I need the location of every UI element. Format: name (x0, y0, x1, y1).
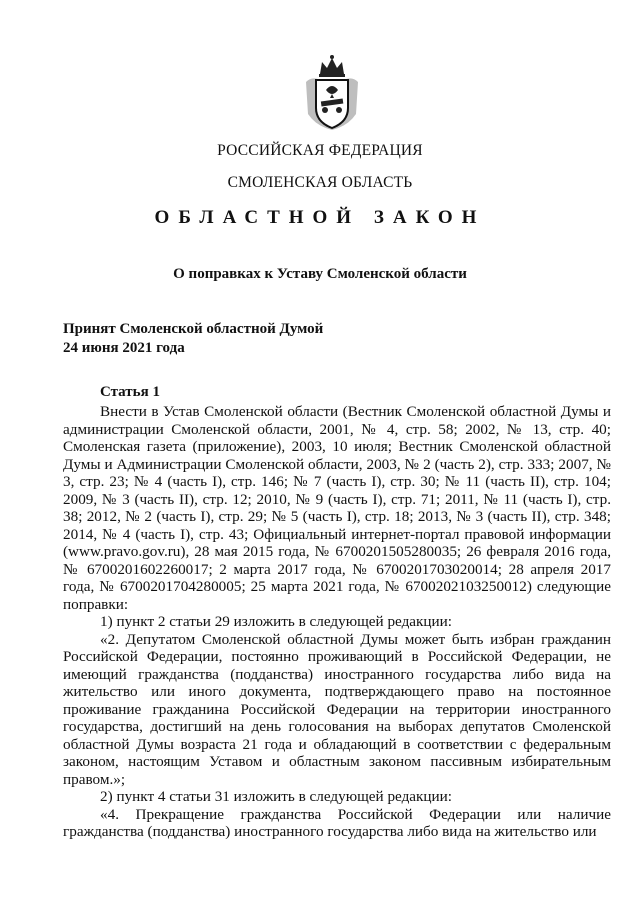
adoption-body: Принят Смоленской областной Думой (63, 321, 324, 337)
region-heading: СМОЛЕНСКАЯ ОБЛАСТЬ (227, 174, 413, 191)
article-body (63, 403, 611, 841)
country-heading: РОССИЙСКАЯ ФЕДЕРАЦИЯ (217, 142, 423, 159)
article-paragraph: «4. Прекращение гражданства Российской Федерации или наличие гражданства (подданства) иностранного государства либо вида на жительство или (63, 805, 611, 840)
article-paragraph: «2. Депутатом Смоленской областной Думы может быть избран гражданин Российской Федерации, постоянно проживающий в Российской Федерации, не имеющий гражданства (подданства) иностранного государства либо вида на жительство или иного документа, подтверждающего право на постоянное проживание гражданина Российской Федерации на территории иностранного государства, достигший на день голосования на выборах депутатов Смоленской областной Думы возраста 21 года и обладающий в соответствии с федеральным законом, настоящим Уставом и областным законом пассивным избирательным правом.»; (63, 630, 611, 788)
article-title: Статья 1 (100, 384, 160, 400)
article-paragraph: 1) пункт 2 статьи 29 изложить в следующей редакции: (100, 613, 453, 630)
coat-of-arms-icon (298, 52, 366, 134)
article-paragraph: 2) пункт 4 статьи 31 изложить в следующей редакции: (100, 788, 453, 805)
law-subject: О поправках к Уставу Смоленской области (173, 266, 467, 282)
document-title: ОБЛАСТНОЙ ЗАКОН (154, 207, 486, 228)
adoption-date: 24 июня 2021 года (63, 340, 185, 356)
article-paragraph: Внести в Устав Смоленской области (Вестник Смоленской областной Думы и администрации Смоленской области, 2001, № 4, стр. 58; 2002, № 13, стр. 40; Смоленская газета (приложение), 2003, 10 июля; Вестник Смоленской областной Думы и Администрации Смоленской области, 2003, № 2 (часть 2), стр. 333; 2007, № 3, стр. 23; № 4 (часть I), стр. 146; № 7 (часть I), стр. 30; № 11 (часть II), стр. 104; 2009, № 3 (часть II), стр. 12; 2010, № 9 (часть I), стр. 71; 2011, № 11 (часть I), стр. 38; 2012, № 2 (часть I), стр. 29; № 5 (часть I), стр. 18; 2013, № 3 (часть II), стр. 348; 2014, № 4 (часть I), стр. 43; Официальный интернет-портал правовой информации (www.pravo.gov.ru), 28 мая 2015 года, № 6700201505280035; 26 февраля 2016 года, № 6700201602260017; 2 марта 2017 года, № 6700201703020014; 28 апреля 2017 года, № 6700201704280005; 25 марта 2021 года, № 6700202103250012) следующие поправки: (63, 403, 611, 613)
